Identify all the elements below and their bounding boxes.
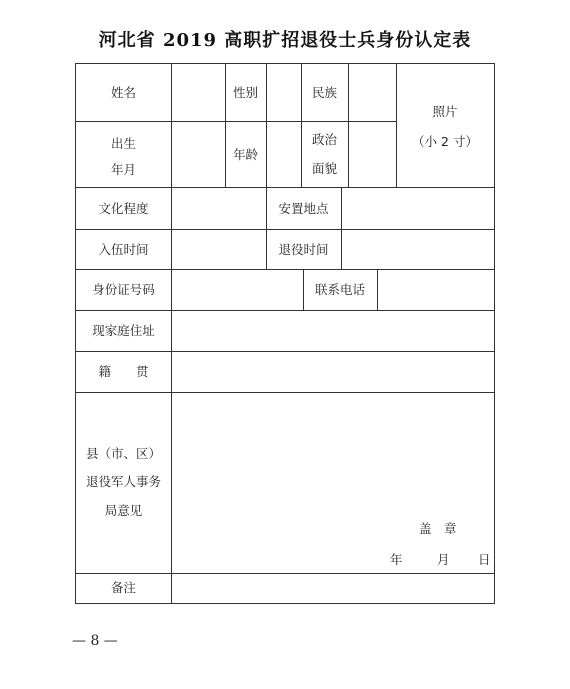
col-divider xyxy=(225,64,226,187)
date-day: 日 xyxy=(478,552,491,567)
row-divider xyxy=(76,229,494,230)
page-number: — 8 — xyxy=(72,633,118,649)
row-divider xyxy=(76,269,494,270)
row-divider xyxy=(76,351,494,352)
political-label-line2: 面貌 xyxy=(311,161,337,176)
address-label: 现家庭住址 xyxy=(92,323,155,338)
opinion-label-line1: 县（市、区） xyxy=(85,446,161,461)
col-divider xyxy=(377,269,378,310)
remarks-label: 备注 xyxy=(110,580,136,595)
id-number-label: 身份证号码 xyxy=(92,282,155,297)
identity-form-table xyxy=(75,63,495,604)
col-divider xyxy=(348,64,349,187)
education-label: 文化程度 xyxy=(98,201,149,216)
date-month: 月 xyxy=(437,552,450,567)
birth-label-line2: 年月 xyxy=(110,162,136,177)
photo-label: 照片 xyxy=(432,104,458,119)
row-divider xyxy=(76,573,494,574)
row-divider xyxy=(76,310,494,311)
photo-size-label: （小 2 寸） xyxy=(412,134,478,149)
row-divider xyxy=(76,392,494,393)
retire-time-label: 退役时间 xyxy=(278,242,329,257)
birth-label-line1: 出生 xyxy=(110,136,136,151)
gender-label: 性别 xyxy=(232,85,258,100)
placement-label: 安置地点 xyxy=(278,201,329,216)
col-divider xyxy=(266,64,267,187)
age-label: 年龄 xyxy=(232,147,258,162)
name-label: 姓名 xyxy=(110,85,136,100)
form-title: 河北省 2019 高职扩招退役士兵身份认定表 xyxy=(98,30,472,51)
phone-label: 联系电话 xyxy=(314,282,365,297)
col-divider xyxy=(341,187,342,269)
opinion-label-line2: 退役军人事务 xyxy=(85,474,161,489)
enlist-time-label: 入伍时间 xyxy=(98,242,149,257)
col-divider xyxy=(171,64,172,603)
row-divider xyxy=(76,187,494,188)
political-label-line1: 政治 xyxy=(311,132,337,147)
col-divider xyxy=(396,64,397,187)
seal-text: 盖 章 xyxy=(419,521,457,536)
hometown-label: 籍 贯 xyxy=(98,364,149,379)
date-year: 年 xyxy=(390,552,403,567)
opinion-label-line3: 局意见 xyxy=(104,503,143,518)
ethnicity-label: 民族 xyxy=(311,85,337,100)
